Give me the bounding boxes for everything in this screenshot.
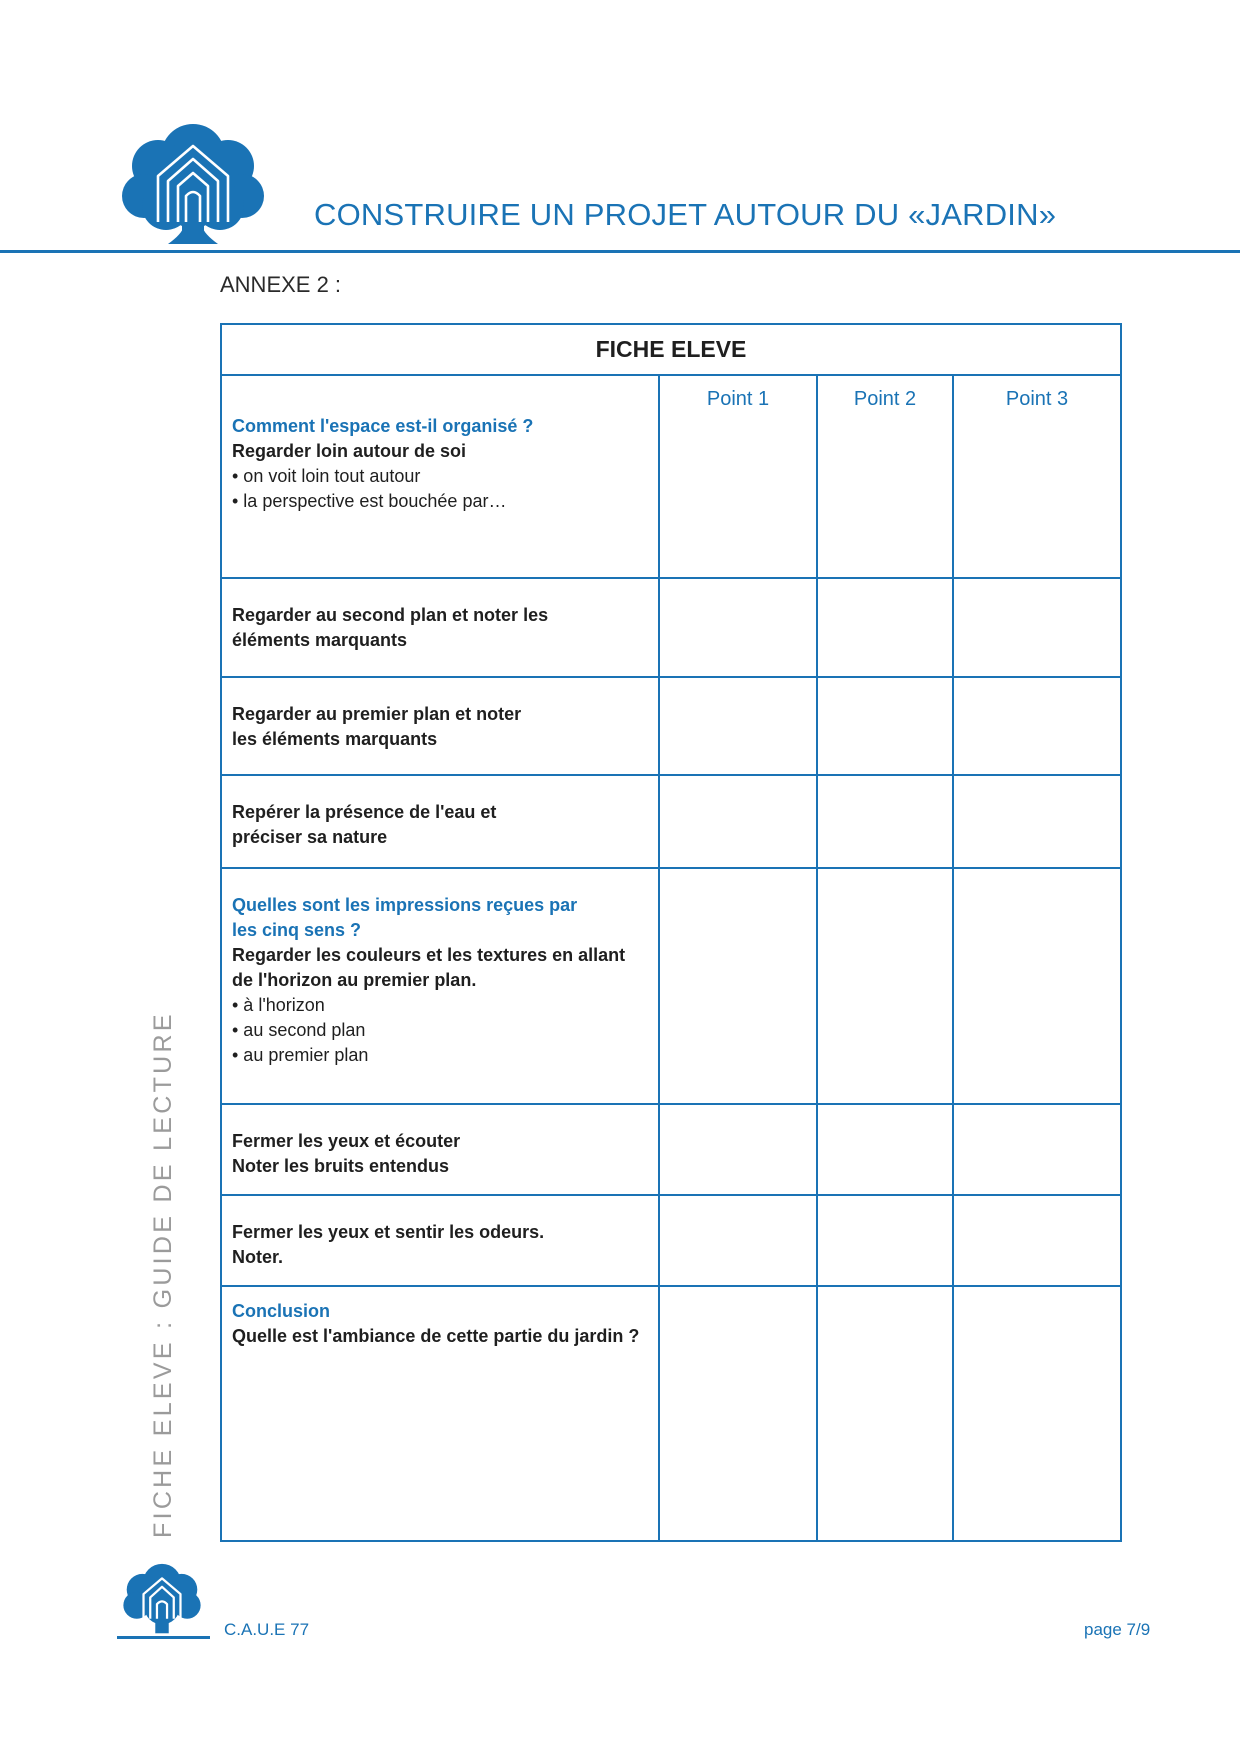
instruction-text: préciser sa nature — [232, 827, 388, 847]
annexe-label: ANNEXE 2 : — [220, 272, 342, 297]
answer-cell[interactable] — [659, 1195, 817, 1286]
answer-cell[interactable] — [953, 578, 1121, 677]
answer-cell[interactable] — [953, 677, 1121, 775]
column-header-point-3: Point 3 — [953, 375, 1121, 578]
instruction-text: Regarder les couleurs et les textures en allant — [232, 945, 626, 965]
question-heading: Comment l'espace est-il organisé ? — [232, 416, 534, 436]
question-cell — [221, 375, 659, 578]
answer-cell[interactable] — [817, 677, 953, 775]
instruction-text: Noter. — [232, 1247, 284, 1267]
answer-cell[interactable] — [659, 677, 817, 775]
answer-cell[interactable] — [659, 868, 817, 1104]
answer-cell[interactable] — [953, 868, 1121, 1104]
table-row — [221, 375, 1121, 578]
instruction-text: Noter les bruits entendus — [232, 1156, 450, 1176]
table-row — [221, 868, 1121, 1104]
instruction-text: Regarder au second plan et noter les — [232, 605, 549, 625]
instruction-text: Quelle est l'ambiance de cette partie du jardin ? — [232, 1326, 640, 1346]
question-heading: les cinq sens ? — [232, 920, 362, 940]
page-number: page 7/9 — [1084, 1620, 1151, 1639]
vertical-side-label: FICHE ELEVE : GUIDE DE LECTURE — [149, 1011, 177, 1538]
table-title: FICHE ELEVE — [221, 324, 1121, 375]
fiche-eleve-table — [220, 323, 1122, 1542]
instruction-text: Repérer la présence de l'eau et — [232, 802, 497, 822]
instruction-text: Fermer les yeux et écouter — [232, 1131, 461, 1151]
instruction-text: Regarder loin autour de soi — [232, 441, 467, 461]
instruction-text: les éléments marquants — [232, 729, 438, 749]
question-cell — [221, 677, 659, 775]
table-row — [221, 677, 1121, 775]
answer-cell[interactable] — [817, 868, 953, 1104]
answer-cell[interactable] — [953, 1104, 1121, 1195]
footer-divider — [117, 1636, 210, 1639]
instruction-text: de l'horizon au premier plan. — [232, 970, 477, 990]
bullet-item: • au premier plan — [232, 1045, 369, 1065]
question-cell — [221, 1104, 659, 1195]
footer-organization: C.A.U.E 77 — [224, 1620, 310, 1639]
bullet-item: • on voit loin tout autour — [232, 466, 421, 486]
answer-cell[interactable] — [659, 1286, 817, 1541]
question-cell — [221, 868, 659, 1104]
column-header-point-2: Point 2 — [817, 375, 953, 578]
bullet-item: • à l'horizon — [232, 995, 325, 1015]
answer-cell[interactable] — [953, 1195, 1121, 1286]
tree-house-logo-icon — [118, 118, 268, 252]
instruction-text: Fermer les yeux et sentir les odeurs. — [232, 1222, 545, 1242]
bullet-item: • la perspective est bouchée par… — [232, 491, 507, 511]
bullet-item: • au second plan — [232, 1020, 366, 1040]
table-row — [221, 578, 1121, 677]
answer-cell[interactable] — [817, 1104, 953, 1195]
table-row — [221, 1286, 1121, 1541]
header-divider — [0, 250, 1240, 253]
answer-cell[interactable] — [953, 1286, 1121, 1541]
column-header-point-1: Point 1 — [659, 375, 817, 578]
tree-house-logo-icon — [120, 1560, 204, 1636]
question-cell — [221, 578, 659, 677]
answer-cell[interactable] — [953, 775, 1121, 868]
table-row — [221, 1195, 1121, 1286]
question-cell — [221, 775, 659, 868]
answer-cell[interactable] — [817, 1195, 953, 1286]
instruction-text: Regarder au premier plan et noter — [232, 704, 522, 724]
answer-cell[interactable] — [817, 775, 953, 868]
answer-cell[interactable] — [659, 1104, 817, 1195]
answer-cell[interactable] — [817, 578, 953, 677]
table-row — [221, 775, 1121, 868]
question-heading: Quelles sont les impressions reçues par — [232, 895, 578, 915]
question-cell — [221, 1286, 659, 1541]
answer-cell[interactable] — [659, 578, 817, 677]
answer-cell[interactable] — [817, 1286, 953, 1541]
answer-cell[interactable] — [659, 775, 817, 868]
table-row — [221, 1104, 1121, 1195]
document-title: CONSTRUIRE UN PROJET AUTOUR DU «JARDIN» — [314, 197, 1057, 232]
question-heading: Conclusion — [232, 1301, 330, 1321]
question-cell — [221, 1195, 659, 1286]
instruction-text: éléments marquants — [232, 630, 408, 650]
